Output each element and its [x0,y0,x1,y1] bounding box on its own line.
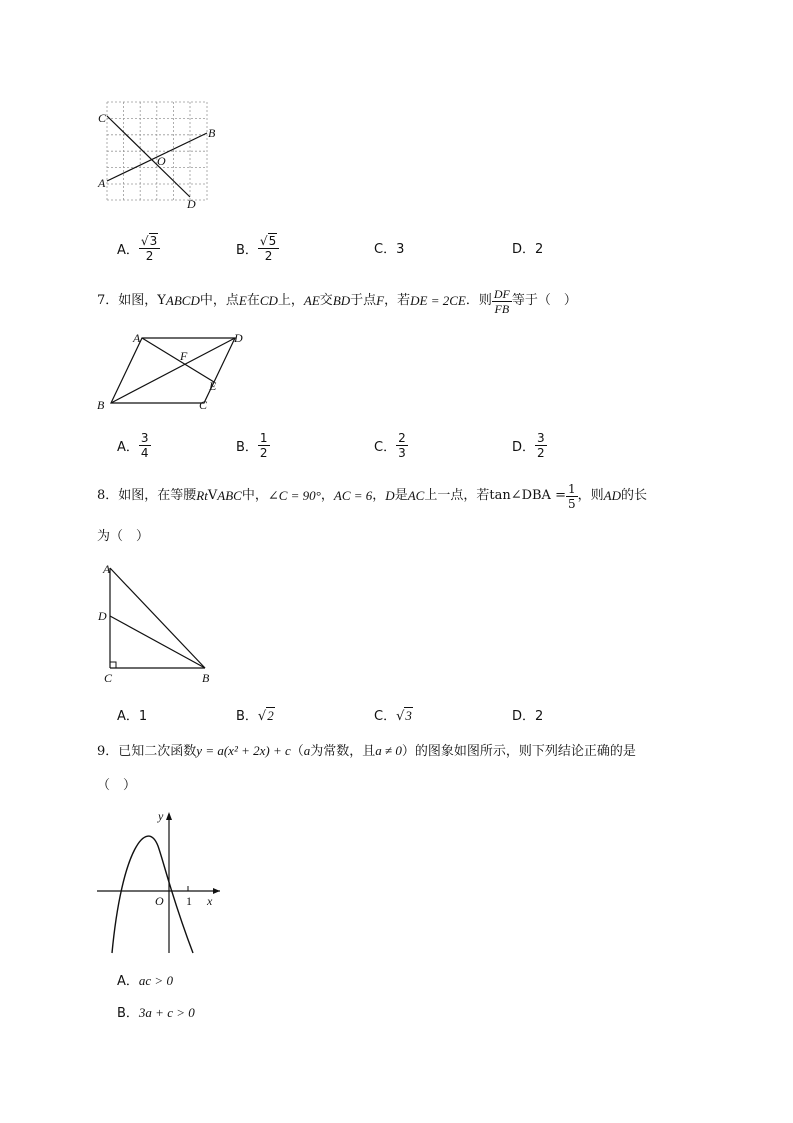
q9-label-x: x [207,894,213,908]
q8-label-B: B [202,671,210,685]
q6-option-a-frac: $\frac{√3}{2}$ [139,234,160,263]
q8-option-c[interactable]: C．√3 [374,708,412,724]
q7-option-d[interactable]: D． $\frac{3}{2}$ [512,430,545,460]
q7-fraction: $\frac{DF}{FB}$ [493,286,510,316]
q6-option-c[interactable]: C．3 [374,242,405,257]
q7-option-a[interactable]: A． $\frac{3}{4}$ [117,430,149,460]
q9-option-a[interactable]: A．ac > 0 [117,973,173,989]
q8-stem-line2: 为（ ） [97,529,150,544]
q8-triangle-diagram [92,558,222,688]
q7-label-B: B [97,398,105,412]
q6-option-a[interactable]: A． $\frac{√3}{2}$ [117,230,160,266]
q7-label-E: E [209,379,217,393]
q6-label-O: O [157,154,166,168]
q8-stem: 8． 如图，在等腰 Rt V ABC 中， ∠C = 90° ， AC = 6 ， D 是 AC 上一点，若 tan∠DBA = $\frac{1}{5}$ ，则 AD 的长 [97,481,647,511]
q7-label-A: A [133,331,141,345]
q7-label-C: C [199,398,208,412]
q9-parabola-diagram [92,808,227,958]
q6-figure [95,95,225,210]
q8-figure [92,558,222,688]
q7-label-D: D [234,331,243,345]
q8-label-A: A [103,562,111,576]
q7-parallelogram-diagram [92,328,252,413]
q9-stem-line2: （ ） [97,778,137,793]
q9-figure [92,808,227,958]
q7-stem: 7． 如图， Y ABCD 中，点 E 在 CD 上， AE 交 BD 于点 F ，若 DE = 2CE ．则 $\frac{DF}{FB}$ 等于（ ） [97,286,577,316]
q8-label-D: D [98,609,107,623]
q8-option-b[interactable]: B．√2 [236,708,274,724]
q8-label-C: C [104,671,113,685]
q6-option-b[interactable]: B． $\frac{√5}{2}$ [236,230,279,266]
q6-label-B: B [208,126,216,140]
q6-option-b-frac: $\frac{√5}{2}$ [258,234,279,263]
q9-stem: 9．已知二次函数y = a(x² + 2x) + c（a为常数，且a ≠ 0）的图象如图所示，则下列结论正确的是 [97,743,636,759]
q6-grid-diagram [95,95,225,210]
q6-label-D: D [187,197,196,210]
q9-label-1: 1 [186,894,192,908]
q7-option-b[interactable]: B． $\frac{1}{2}$ [236,430,268,460]
q8-option-a[interactable]: A．1 [117,709,148,724]
q6-label-C: C [98,111,107,125]
q7-figure [92,328,252,413]
q7-label-F: F [180,349,188,363]
q9-option-b[interactable]: B．3a + c > 0 [117,1005,195,1021]
q9-label-y: y [158,809,164,823]
q7-option-c[interactable]: C． $\frac{2}{3}$ [374,430,406,460]
q8-option-d[interactable]: D．2 [512,709,544,724]
q6-option-d[interactable]: D．2 [512,242,544,257]
q9-parabola [112,820,160,953]
q6-line-cd [107,116,190,197]
q6-label-A: A [98,176,106,190]
q9-label-O: O [155,894,164,908]
q8-fraction: $\frac{1}{5}$ [567,481,576,511]
